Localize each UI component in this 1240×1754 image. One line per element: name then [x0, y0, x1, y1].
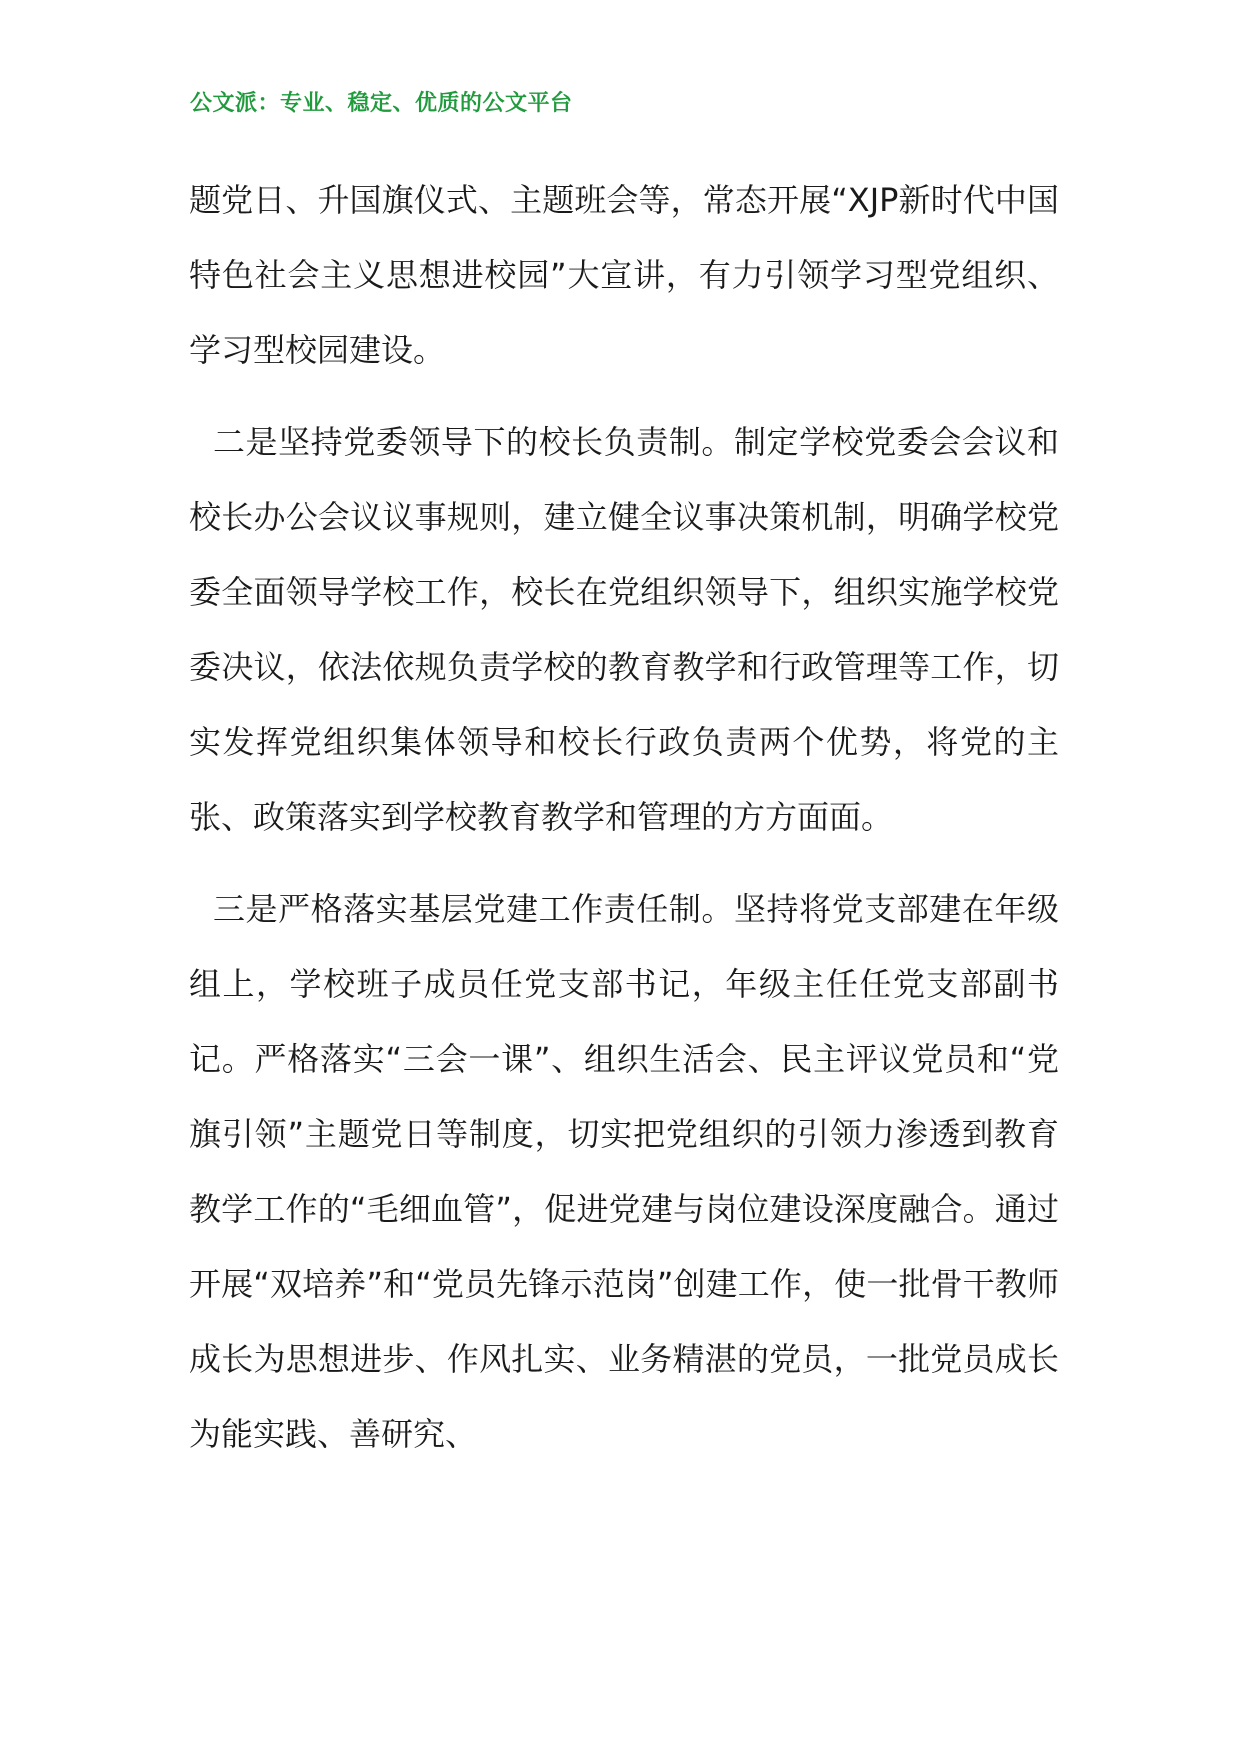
paragraph-continuation: 题党日、升国旗仪式、主题班会等，常态开展“XJP新时代中国特色社会主义思想进校园”大宣讲，有力引领学习型党组织、学习型校园建设。: [189, 181, 1059, 369]
header-brand: 公文派：专业、稳定、优质的公文平台: [190, 90, 573, 116]
paragraph-party-committee-leadership: 二是坚持党委领导下的校长负责制。制定学校党委会会议和校长办公会议议事规则，建立健全议事决策机制，明确学校党委全面领导学校工作，校长在党组织领导下，组织实施学校党委决议，依法依规负责学校的教育教学和行政管理等工作，切实发挥党组织集体领导和校长行政负责两个优势，将党的主张、政策落实到学校教育教学和管理的方方面面。: [189, 423, 1059, 836]
document-body: [189, 163, 1059, 1489]
paragraph-grassroots-responsibility: 三是严格落实基层党建工作责任制。坚持将党支部建在年级组上，学校班子成员任党支部书记，年级主任任党支部副书记。严格落实“三会一课”、组织生活会、民主评议党员和“党旗引领”主题党日等制度，切实把党组织的引领力渗透到教育教学工作的“毛细血管”，促进党建与岗位建设深度融合。通过开展“双培养”和“党员先锋示范岗”创建工作，使一批骨干教师成长为思想进步、作风扎实、业务精湛的党员，一批党员成长为能实践、善研究、: [189, 890, 1059, 1453]
